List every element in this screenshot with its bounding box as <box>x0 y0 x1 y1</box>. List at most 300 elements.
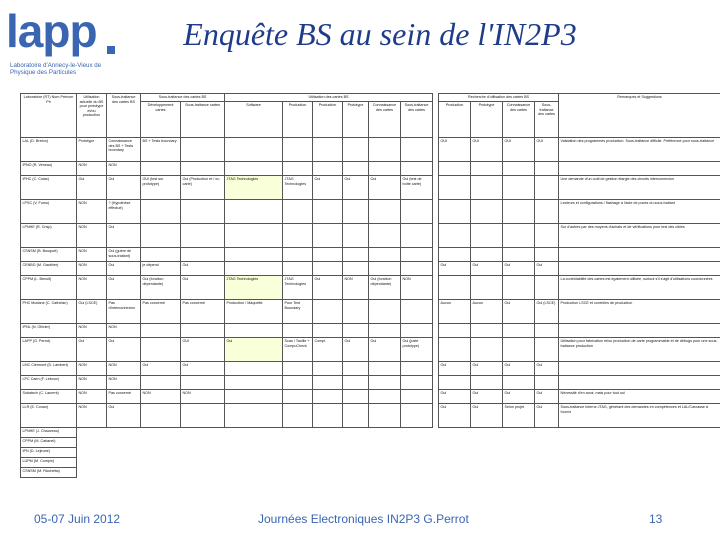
table-cell: NON <box>77 390 107 404</box>
table-cell <box>439 458 471 468</box>
table-cell <box>471 438 503 448</box>
table-row <box>21 300 720 324</box>
table-cell: Oui <box>107 224 141 248</box>
table-cell <box>283 376 313 390</box>
table-cell <box>283 438 313 448</box>
table-cell <box>141 248 181 262</box>
table-cell: Oui <box>471 262 503 276</box>
table-cell: NON <box>77 262 107 276</box>
table-cell: Oui (LSCE) <box>77 300 107 324</box>
table-cell <box>471 162 503 176</box>
table-cell: Aucun <box>439 300 471 324</box>
table-cell: OUI <box>181 338 225 362</box>
table-row <box>21 428 720 438</box>
table-cell <box>471 338 503 362</box>
logo-wordmark: lapp <box>6 5 97 57</box>
table-cell <box>369 438 401 448</box>
table-cell <box>559 458 720 468</box>
table-cell <box>343 376 369 390</box>
table-cell <box>471 428 503 438</box>
table-cell: Oui <box>535 390 559 404</box>
table-cell: NON <box>77 162 107 176</box>
table-cell: Oui <box>141 362 181 376</box>
table-cell: Selon projet <box>503 404 535 428</box>
footer-event: Journées Electroniques IN2P3 G.Perrot <box>258 512 469 526</box>
table-cell <box>141 376 181 390</box>
table-cell: ? (Hypothèse effectué) <box>107 200 141 224</box>
table-cell <box>471 458 503 468</box>
table-cell <box>535 200 559 224</box>
table-cell <box>503 176 535 200</box>
table-cell: Pas concerné <box>107 390 141 404</box>
table-cell <box>503 248 535 262</box>
table-cell <box>369 428 401 438</box>
table-cell: Oui <box>535 404 559 428</box>
header-search-prototype: Prototype <box>471 102 503 138</box>
table-cell <box>503 276 535 300</box>
table-row <box>21 324 720 338</box>
table-cell: Utilisation pour fabrication et/ou production de carte programmable et de débugs pour une sous-traitance production <box>559 338 720 362</box>
table-row <box>21 468 720 478</box>
lab-cell: LUPM (M. Compin) <box>21 458 77 468</box>
table-cell <box>313 390 343 404</box>
table-cell <box>439 176 471 200</box>
table-cell <box>283 458 313 468</box>
table-cell <box>283 200 313 224</box>
table-cell <box>343 224 369 248</box>
table-cell: Oui <box>77 176 107 200</box>
table-cell <box>343 362 369 376</box>
table-cell: NON <box>77 224 107 248</box>
table-cell <box>181 458 225 468</box>
table-cell <box>559 262 720 276</box>
table-cell: Oui <box>471 362 503 376</box>
table-cell <box>313 376 343 390</box>
table-cell: NON <box>77 362 107 376</box>
table-cell <box>439 448 471 458</box>
table-cell: OUI <box>439 138 471 162</box>
logo-dot <box>107 46 115 54</box>
table-cell: Oui <box>181 262 225 276</box>
table-cell: Oui <box>369 338 401 362</box>
table-cell <box>107 458 141 468</box>
table-cell <box>77 468 107 478</box>
table-cell <box>225 138 283 162</box>
table-cell <box>401 224 433 248</box>
table-cell: Oui (LSCE) <box>535 300 559 324</box>
slide-title: Enquête BS au sein de l'IN2P3 <box>183 16 577 52</box>
table-cell <box>181 324 225 338</box>
table-cell <box>503 438 535 448</box>
table-row <box>21 448 720 458</box>
table-cell: Pas d'interconnexion <box>107 300 141 324</box>
table-cell <box>77 458 107 468</box>
table-cell: NON <box>141 390 181 404</box>
table-cell <box>225 468 283 478</box>
table-cell: NON <box>107 362 141 376</box>
table-cell <box>535 176 559 200</box>
table-cell <box>225 390 283 404</box>
table-cell: Pour Test Boundary <box>283 300 313 324</box>
table-cell <box>225 428 283 438</box>
table-cell: OUI <box>535 138 559 162</box>
table-cell <box>535 248 559 262</box>
group-header-search: Recherche d'utilisation des cartes BS <box>439 94 559 102</box>
table-cell <box>401 262 433 276</box>
table-row <box>21 262 720 276</box>
table-cell <box>343 438 369 448</box>
table-cell <box>401 138 433 162</box>
lab-cell: PHC Modane (C. Cathelan) <box>21 300 77 324</box>
table-cell: JTAG Technologies <box>283 176 313 200</box>
header-search-subcontract: Sous-traitance des cartes <box>535 102 559 138</box>
table-cell <box>313 162 343 176</box>
table-cell <box>439 324 471 338</box>
table-cell <box>141 224 181 248</box>
table-cell <box>369 248 401 262</box>
table-cell: Oui <box>181 276 225 300</box>
table-cell <box>401 200 433 224</box>
table-cell <box>343 458 369 468</box>
table-cell: Compl. <box>313 338 343 362</box>
lab-cell: Subatech (C. Laurent) <box>21 390 77 404</box>
table-cell <box>401 448 433 458</box>
table-cell: Oui <box>107 176 141 200</box>
lab-cell: LLR (E. Conan) <box>21 404 77 428</box>
table-cell <box>283 428 313 438</box>
group-header-use: Utilisation des cartes BS <box>225 94 433 102</box>
table-cell <box>401 438 433 448</box>
table-cell <box>535 448 559 458</box>
table-cell <box>369 362 401 376</box>
table-cell <box>439 438 471 448</box>
table-cell: Scan / Tactile + CompuCheck <box>283 338 313 362</box>
table-cell <box>313 458 343 468</box>
table-row <box>21 390 720 404</box>
table-cell: NON <box>77 248 107 262</box>
table-row <box>21 362 720 376</box>
table-cell: Oui <box>225 338 283 362</box>
table-cell <box>181 162 225 176</box>
table-cell <box>107 468 141 478</box>
footer-page-number: 13 <box>649 512 663 526</box>
table-cell <box>401 390 433 404</box>
lab-cell: LPSC (V. Fumo) <box>21 200 77 224</box>
table-cell: Pas concerné <box>141 300 181 324</box>
table-cell: NON <box>77 276 107 300</box>
table-cell: je dépend <box>141 262 181 276</box>
table-cell <box>535 324 559 338</box>
table-cell: Oui (test de boîte carte) <box>401 176 433 200</box>
table-cell: Pas concerné <box>181 300 225 324</box>
table-cell <box>343 468 369 478</box>
table-cell <box>141 324 181 338</box>
table-cell <box>283 448 313 458</box>
table-cell: Sous-traitance interne JTAG, générant des demandes en compétences et LAL/Carcasse à fournir <box>559 404 720 428</box>
table-cell <box>343 428 369 438</box>
table-cell <box>283 362 313 376</box>
table-cell <box>343 200 369 224</box>
footer-date: 05-07 Juin 2012 <box>34 512 121 526</box>
table-row <box>21 162 720 176</box>
table-cell <box>225 448 283 458</box>
table-cell <box>181 248 225 262</box>
table-cell: Oui <box>181 362 225 376</box>
table-row <box>21 376 720 390</box>
lab-cell: LMC Clermont (D. Lambert) <box>21 362 77 376</box>
table-cell <box>225 248 283 262</box>
table-cell <box>107 448 141 458</box>
table-cell <box>141 458 181 468</box>
table-cell: Oui <box>535 262 559 276</box>
table-cell: Sur d'autres par des moyens d'achats et de vérifications pour test des cibles <box>559 224 720 248</box>
table-cell <box>313 362 343 376</box>
table-row <box>21 338 720 362</box>
table-cell: Oui <box>535 362 559 376</box>
table-row <box>21 176 720 200</box>
table-cell <box>225 324 283 338</box>
table-cell: JTAG Technologies <box>225 276 283 300</box>
table-cell <box>369 468 401 478</box>
table-cell: NON <box>77 404 107 428</box>
table-cell <box>141 162 181 176</box>
table-cell: Oui (fonction dépendante) <box>141 276 181 300</box>
table-cell <box>369 300 401 324</box>
table-cell <box>439 428 471 438</box>
table-row <box>21 404 720 428</box>
table-cell <box>503 224 535 248</box>
table-cell: OUI <box>503 138 535 162</box>
table-cell: La contrôlabilité des cartes est également utilisée, surtout s'il s'agit d'utilisations coordonnées <box>559 276 720 300</box>
table-cell: Oui (Production et / ou carte) <box>181 176 225 200</box>
table-cell <box>343 162 369 176</box>
table-row <box>21 138 720 162</box>
table-cell <box>225 404 283 428</box>
table-cell <box>369 458 401 468</box>
table-cell <box>313 438 343 448</box>
table-cell <box>535 468 559 478</box>
header-subcontract-cards: Sous-traitance cartes <box>181 102 225 138</box>
table-cell <box>559 376 720 390</box>
table-row <box>21 438 720 448</box>
table-cell <box>141 200 181 224</box>
table-cell <box>181 138 225 162</box>
table-cell <box>225 376 283 390</box>
header-knowledge: Connaissance des cartes <box>369 102 401 138</box>
table-cell <box>181 200 225 224</box>
table-cell <box>313 248 343 262</box>
table-cell <box>225 224 283 248</box>
table-cell <box>181 224 225 248</box>
header-lab: Laboratoire (RT) Nom Prénom Ph <box>21 94 77 138</box>
table-row <box>21 276 720 300</box>
table-cell <box>471 276 503 300</box>
table-cell <box>283 138 313 162</box>
table-cell: Production / Maquette <box>225 300 283 324</box>
table-cell <box>401 162 433 176</box>
header-software: Software <box>225 102 283 138</box>
table-cell <box>401 376 433 390</box>
table-cell <box>439 248 471 262</box>
table-cell: Une demande d'un outil de gestion élargie des circuits interconnexion <box>559 176 720 200</box>
table-cell: Oui <box>439 404 471 428</box>
table-cell <box>401 468 433 478</box>
table-cell: Oui (guère de sous-traitant) <box>107 248 141 262</box>
lab-cell: CENBG (M. Gauthier) <box>21 262 77 276</box>
table-cell <box>535 224 559 248</box>
header-subcontract: Sous-traitance des cartes BS <box>107 94 141 138</box>
table-cell <box>535 338 559 362</box>
table-cell <box>439 162 471 176</box>
group-header-remarks: Remarques et Suggestions <box>559 94 720 138</box>
table-cell <box>401 362 433 376</box>
table-cell <box>401 428 433 438</box>
table-cell <box>283 224 313 248</box>
table-cell <box>369 262 401 276</box>
table-cell <box>535 438 559 448</box>
header-current-use: Utilisation actuelle du BS pour prototype et/ou production <box>77 94 107 138</box>
table-cell <box>471 324 503 338</box>
table-cell <box>439 200 471 224</box>
table-cell: Oui <box>107 262 141 276</box>
table-cell: NON <box>181 390 225 404</box>
table-cell <box>369 224 401 248</box>
table-cell <box>141 338 181 362</box>
table-cell: Connaissance des BS + Tests boundary <box>107 138 141 162</box>
table-cell <box>369 324 401 338</box>
table-cell: Oui (juste prototype) <box>401 338 433 362</box>
table-cell <box>535 376 559 390</box>
table-cell: Production LSCE et contrôles de production <box>559 300 720 324</box>
table-cell <box>313 138 343 162</box>
group-header-subcontract: Sous-traitance des cartes BS <box>141 94 225 102</box>
header-dev-cards: Développement cartes <box>141 102 181 138</box>
table-cell <box>401 248 433 262</box>
lab-cell: LPC Caen (F. Leboux) <box>21 376 77 390</box>
table-cell: Oui <box>107 404 141 428</box>
table-cell: NON <box>107 162 141 176</box>
table-cell <box>181 468 225 478</box>
table-cell <box>471 176 503 200</box>
table-cell <box>559 438 720 448</box>
table-cell: Oui <box>107 276 141 300</box>
table-cell: NON <box>107 324 141 338</box>
table-cell <box>77 428 107 438</box>
table-cell <box>503 458 535 468</box>
table-cell <box>471 248 503 262</box>
table-cell <box>283 324 313 338</box>
table-cell <box>283 162 313 176</box>
lab-cell: LAPP (G. Perrot) <box>21 338 77 362</box>
table-cell <box>77 448 107 458</box>
table-cell: NON <box>343 276 369 300</box>
table-cell <box>313 428 343 438</box>
table-cell <box>369 200 401 224</box>
table-cell: Oui (fonction dépendante) <box>369 276 401 300</box>
table-cell <box>559 248 720 262</box>
table-cell: NON <box>77 200 107 224</box>
table-cell <box>471 468 503 478</box>
table-cell: Oui <box>77 338 107 362</box>
table-cell <box>369 448 401 458</box>
table-row <box>21 200 720 224</box>
lab-cell: CSNSM (B. Bouquet) <box>21 248 77 262</box>
table-cell <box>401 404 433 428</box>
table-cell: NON <box>77 324 107 338</box>
survey-table-body <box>21 94 720 478</box>
table-cell <box>503 428 535 438</box>
table-cell <box>141 428 181 438</box>
logo-subtitle: Laboratoire d'Annecy-le-Vieux de Physique des Particules <box>10 62 102 77</box>
lab-cell: IPNO (R. Veneau) <box>21 162 77 176</box>
table-cell: JTAG Technologies <box>283 276 313 300</box>
table-cell: Nécessité d'en avoir, mais pour tout oui <box>559 390 720 404</box>
header-prototype: Prototype <box>343 102 369 138</box>
header-search-production: Production <box>439 102 471 138</box>
table-cell <box>283 468 313 478</box>
table-cell <box>313 468 343 478</box>
header-search-knowledge: Connaissance des cartes <box>503 102 535 138</box>
table-cell <box>181 404 225 428</box>
lab-cell: LPNHE (R. Crisp) <box>21 224 77 248</box>
table-cell <box>283 248 313 262</box>
table-cell: OUI <box>471 138 503 162</box>
table-cell <box>225 162 283 176</box>
table-cell <box>535 276 559 300</box>
table-cell <box>535 458 559 468</box>
lab-cell: IPNL (N. Ollivier) <box>21 324 77 338</box>
table-cell: NON <box>77 376 107 390</box>
table-cell: Oui <box>503 362 535 376</box>
lab-cell: LPNHE (J. Chauveau) <box>21 428 77 438</box>
table-cell <box>369 404 401 428</box>
lab-cell: CPPM (M. Cabanel) <box>21 438 77 448</box>
table-cell <box>141 468 181 478</box>
table-cell: Oui <box>439 390 471 404</box>
table-cell <box>225 262 283 276</box>
table-cell <box>343 404 369 428</box>
table-cell: Oui <box>369 176 401 200</box>
table-cell <box>313 224 343 248</box>
table-cell <box>225 438 283 448</box>
table-cell <box>343 300 369 324</box>
table-cell <box>343 248 369 262</box>
table-cell: Oui <box>471 390 503 404</box>
table-cell <box>439 276 471 300</box>
lab-cell: IPHC (C. Colas) <box>21 176 77 200</box>
table-cell: NON <box>401 276 433 300</box>
table-cell: Oui <box>313 276 343 300</box>
table-cell <box>225 458 283 468</box>
table-cell <box>181 448 225 458</box>
table-cell <box>369 162 401 176</box>
table-cell <box>141 438 181 448</box>
lab-cell: IPN (D. Lejeune) <box>21 448 77 458</box>
table-cell: NON <box>107 376 141 390</box>
table-cell: JTAG Technologies <box>225 176 283 200</box>
header-subcontract-2: Sous-traitance des cartes <box>401 102 433 138</box>
table-cell <box>369 376 401 390</box>
table-cell <box>313 448 343 458</box>
table-cell <box>313 262 343 276</box>
table-cell <box>313 300 343 324</box>
table-cell <box>439 338 471 362</box>
table-cell <box>503 468 535 478</box>
table-cell <box>503 376 535 390</box>
table-cell <box>77 438 107 448</box>
table-cell <box>503 448 535 458</box>
table-cell <box>439 224 471 248</box>
